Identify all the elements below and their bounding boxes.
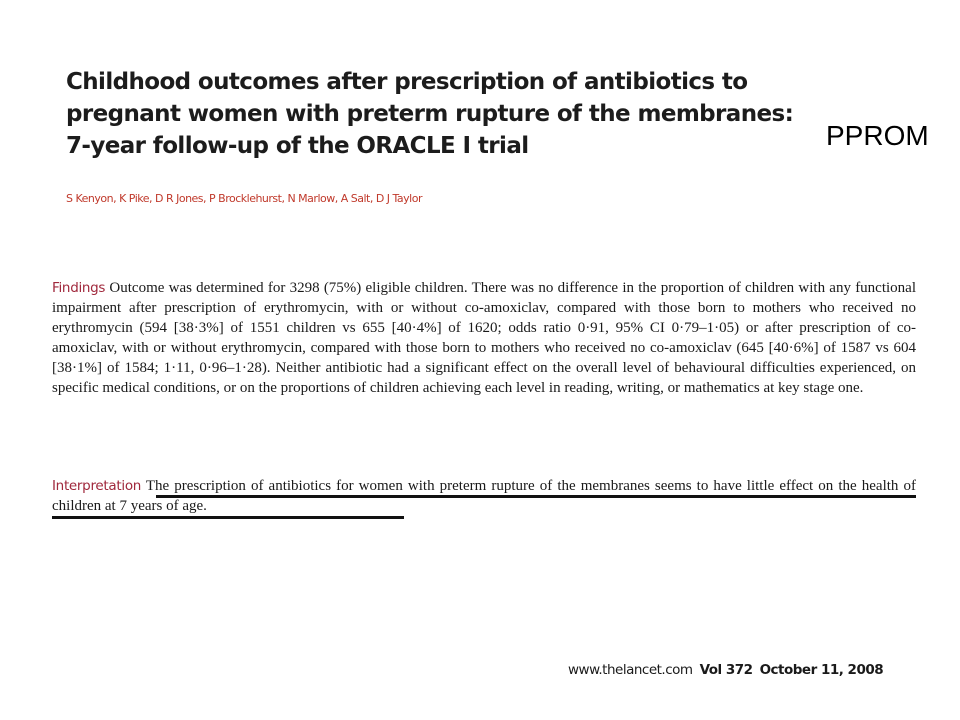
highlight-underline-line-2 xyxy=(52,516,404,519)
journal-volume: Vol 372 xyxy=(699,662,753,678)
journal-site: www.thelancet.com xyxy=(568,662,693,678)
interpretation-label: Interpretation xyxy=(52,478,142,494)
journal-date: October 11, 2008 xyxy=(759,662,884,678)
highlight-underline-line-1 xyxy=(156,495,916,498)
interpretation-text: The prescription of antibiotics for women with preterm rupture of the membranes seems to have little effect on the health of children at 7 years of age. xyxy=(52,478,916,514)
findings-text: Outcome was determined for 3298 (75%) eligible children. There was no difference in the proportion of children with any functional impairment after prescription of erythromycin, with or without co-amoxiclav, compared with those born to mothers who received no erythromycin (594 [38·3%] of 1551 children vs 655 [40·4%] of 1620; odds ratio 0·91, 95% CI 0·79–1·05) or after prescription of co-amoxiclav, with or without erythromycin, compared with those born to mothers who received no co-amoxiclav (645 [40·6%] of 1587 vs 604 [38·1%] of 1584; 1·11, 0·96–1·28). Neither antibiotic had a significant effect on the overall level of behavioural difficulties experienced, on specific medical conditions, or on the proportions of children achieving each level in reading, writing, or mathematics at key stage one. xyxy=(52,280,917,396)
findings-paragraph xyxy=(52,278,916,398)
slide-tag: PPROM xyxy=(826,120,929,151)
author-list: S Kenyon, K Pike, D R Jones, P Brocklehurst, N Marlow, A Salt, D J Taylor xyxy=(66,192,422,205)
findings-label: Findings xyxy=(52,280,106,296)
citation-footer xyxy=(568,662,883,678)
paper-title: Childhood outcomes after prescription of antibiotics to pregnant women with preterm rupture of the membranes: 7-year follow-up of the ORACLE I trial xyxy=(66,69,794,159)
